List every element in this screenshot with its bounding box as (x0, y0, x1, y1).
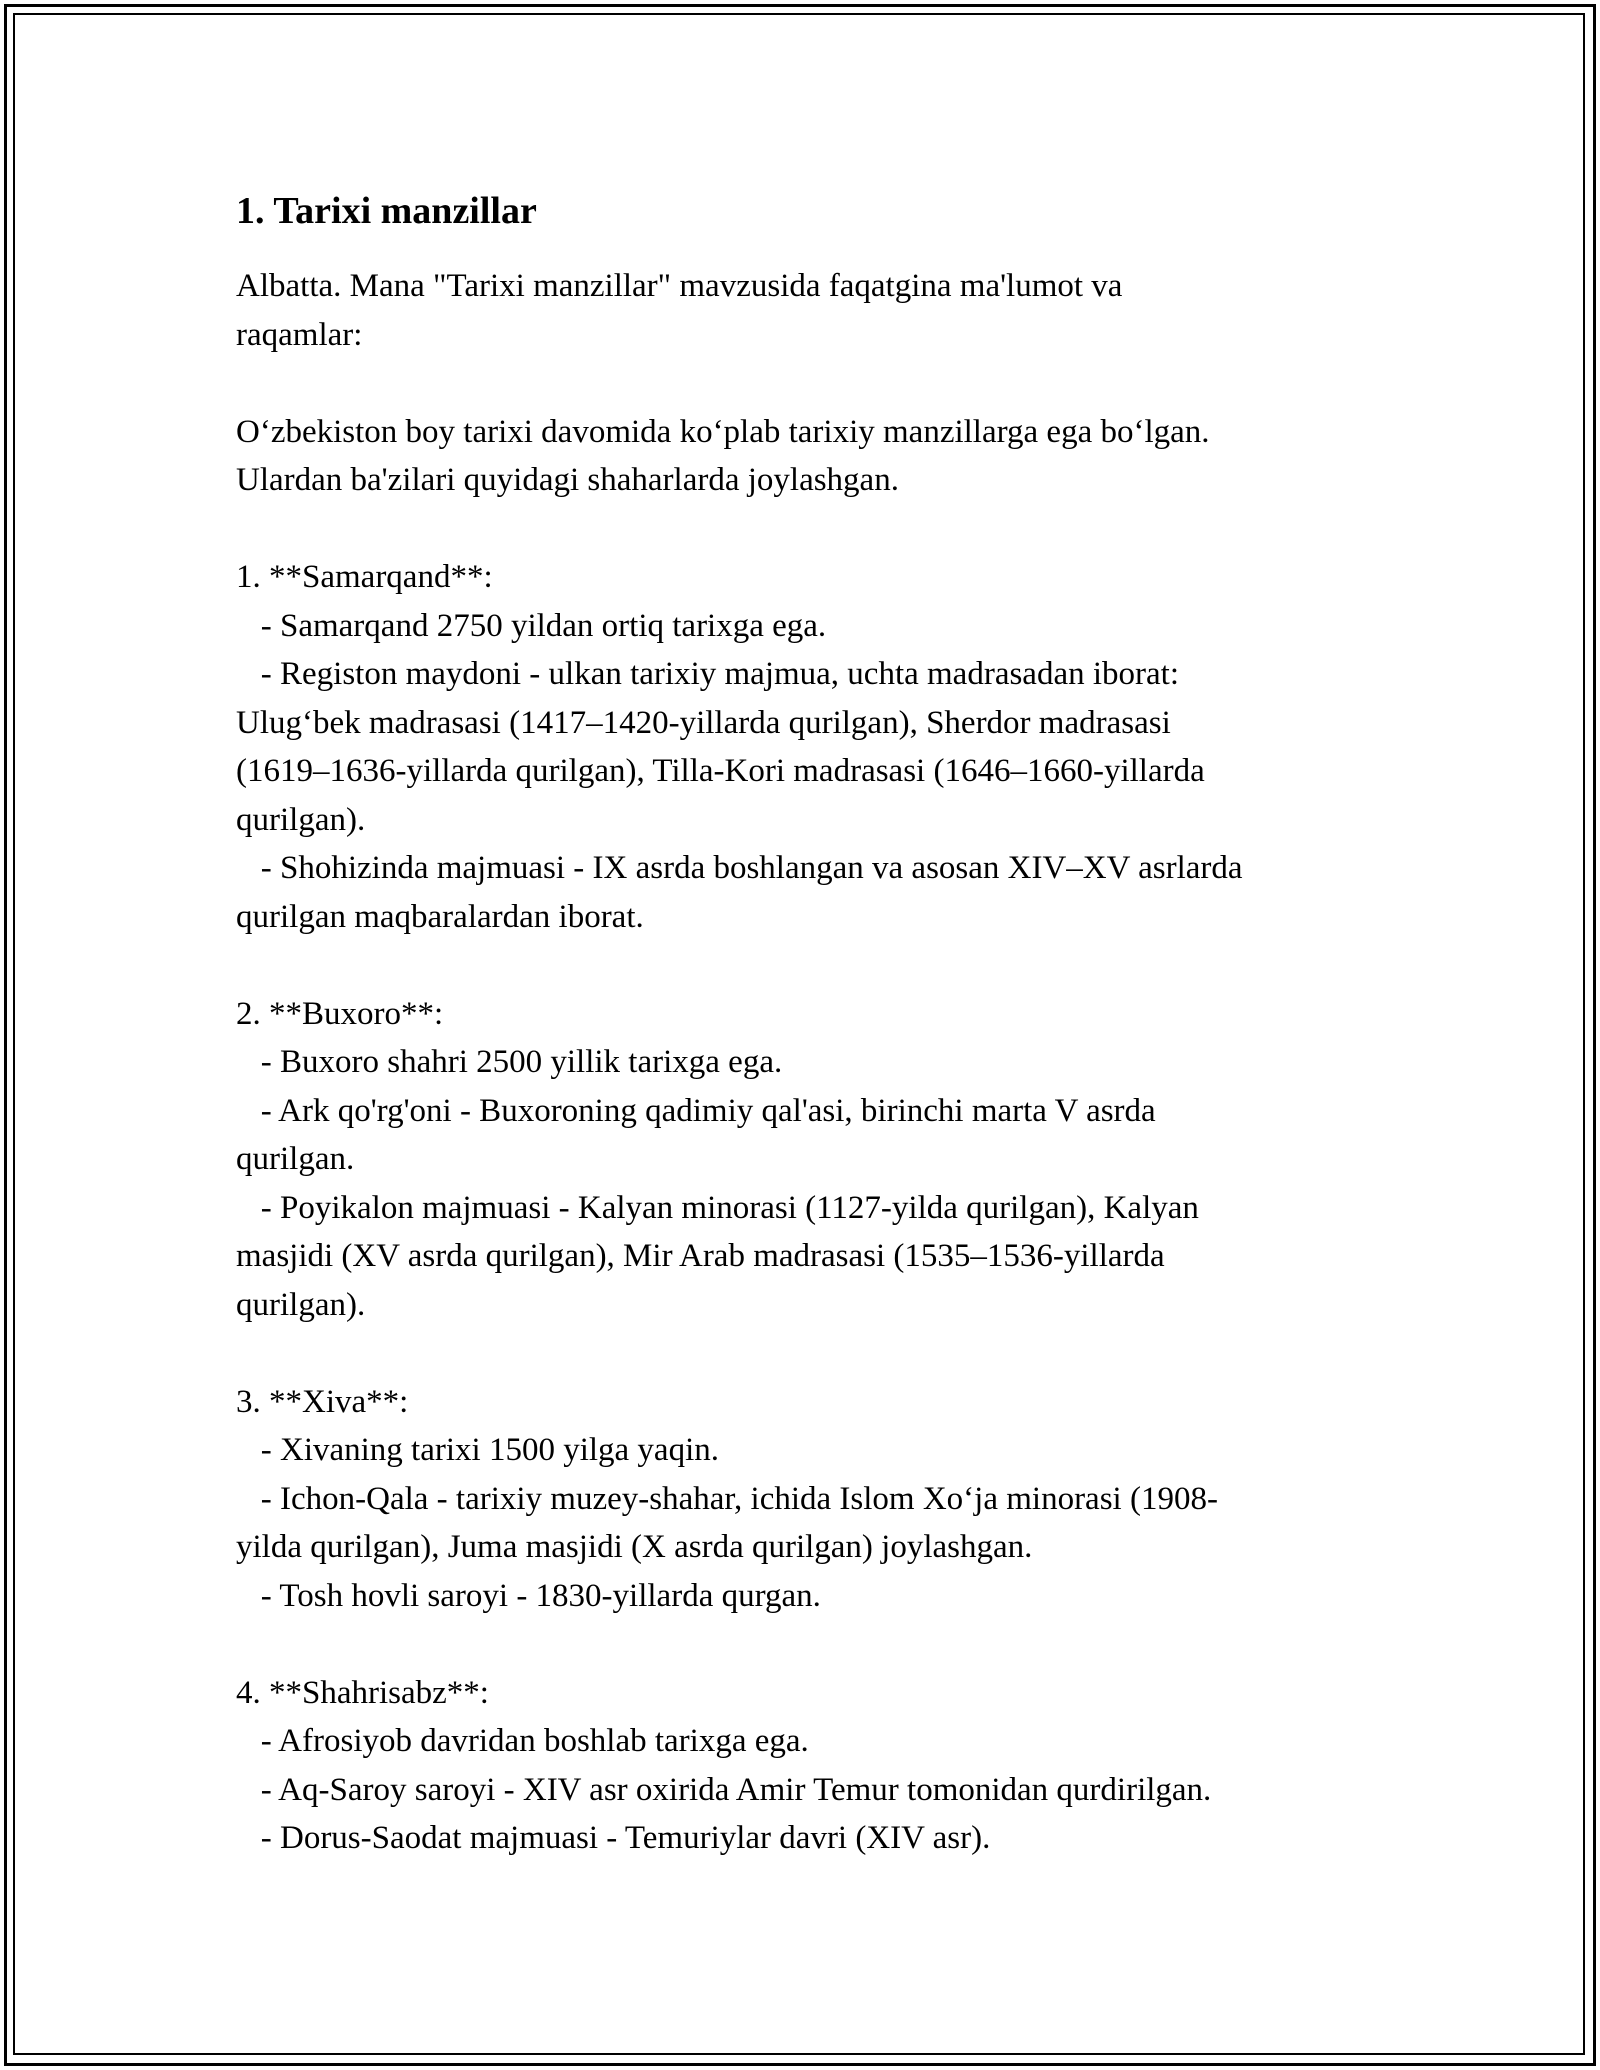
document-content (236, 186, 1366, 1863)
document-body: Albatta. Mana "Tarixi manzillar" mavzusida faqatgina ma'lumot va raqamlar: O‘zbekiston boy tarixi davomida ko‘plab tarixiy manzillarga ega bo‘lgan. Ulardan ba'zilari quyidagi shaharlarda joylashgan. 1. **Samarqand**: - Samarqand 2750 yildan ortiq tarixga ega. - Registon maydoni - ulkan tarixiy majmua, uchta madrasadan iborat: Ulug‘bek madrasasi (1417–1420-yillarda qurilgan), Sherdor madrasasi (1619–1636-yillarda qurilgan), Tilla-Kori madrasasi (1646–1660-yillarda qurilgan). - Shohizinda majmuasi - IX asrda boshlangan va asosan XIV–XV asrlarda qurilgan maqbaralardan iborat. 2. **Buxoro**: - Buxoro shahri 2500 yillik tarixga ega. - Ark qo'rg'oni - Buxoroning qadimiy qal'asi, birinchi marta V asrda qurilgan. - Poyikalon majmuasi - Kalyan minorasi (1127-yilda qurilgan), Kalyan masjidi (XV asrda qurilgan), Mir Arab madrasasi (1535–1536-yillarda qurilgan). 3. **Xiva**: - Xivaning tarixi 1500 yilga yaqin. - Ichon-Qala - tarixiy muzey-shahar, ichida Islom Xo‘ja minorasi (1908- yilda qurilgan), Juma masjidi (X asrda qurilgan) joylashgan. - Tosh hovli saroyi - 1830-yillarda qurgan. 4. **Shahrisabz**: - Afrosiyob davridan boshlab tarixga ega. - Aq-Saroy saroyi - XIV asr oxirida Amir Temur tomonidan qurdirilgan. - Dorus-Saodat majmuasi - Temuriylar davri (XIV asr). (236, 268, 1243, 1856)
document-title: 1. Tarixi manzillar (236, 190, 537, 232)
